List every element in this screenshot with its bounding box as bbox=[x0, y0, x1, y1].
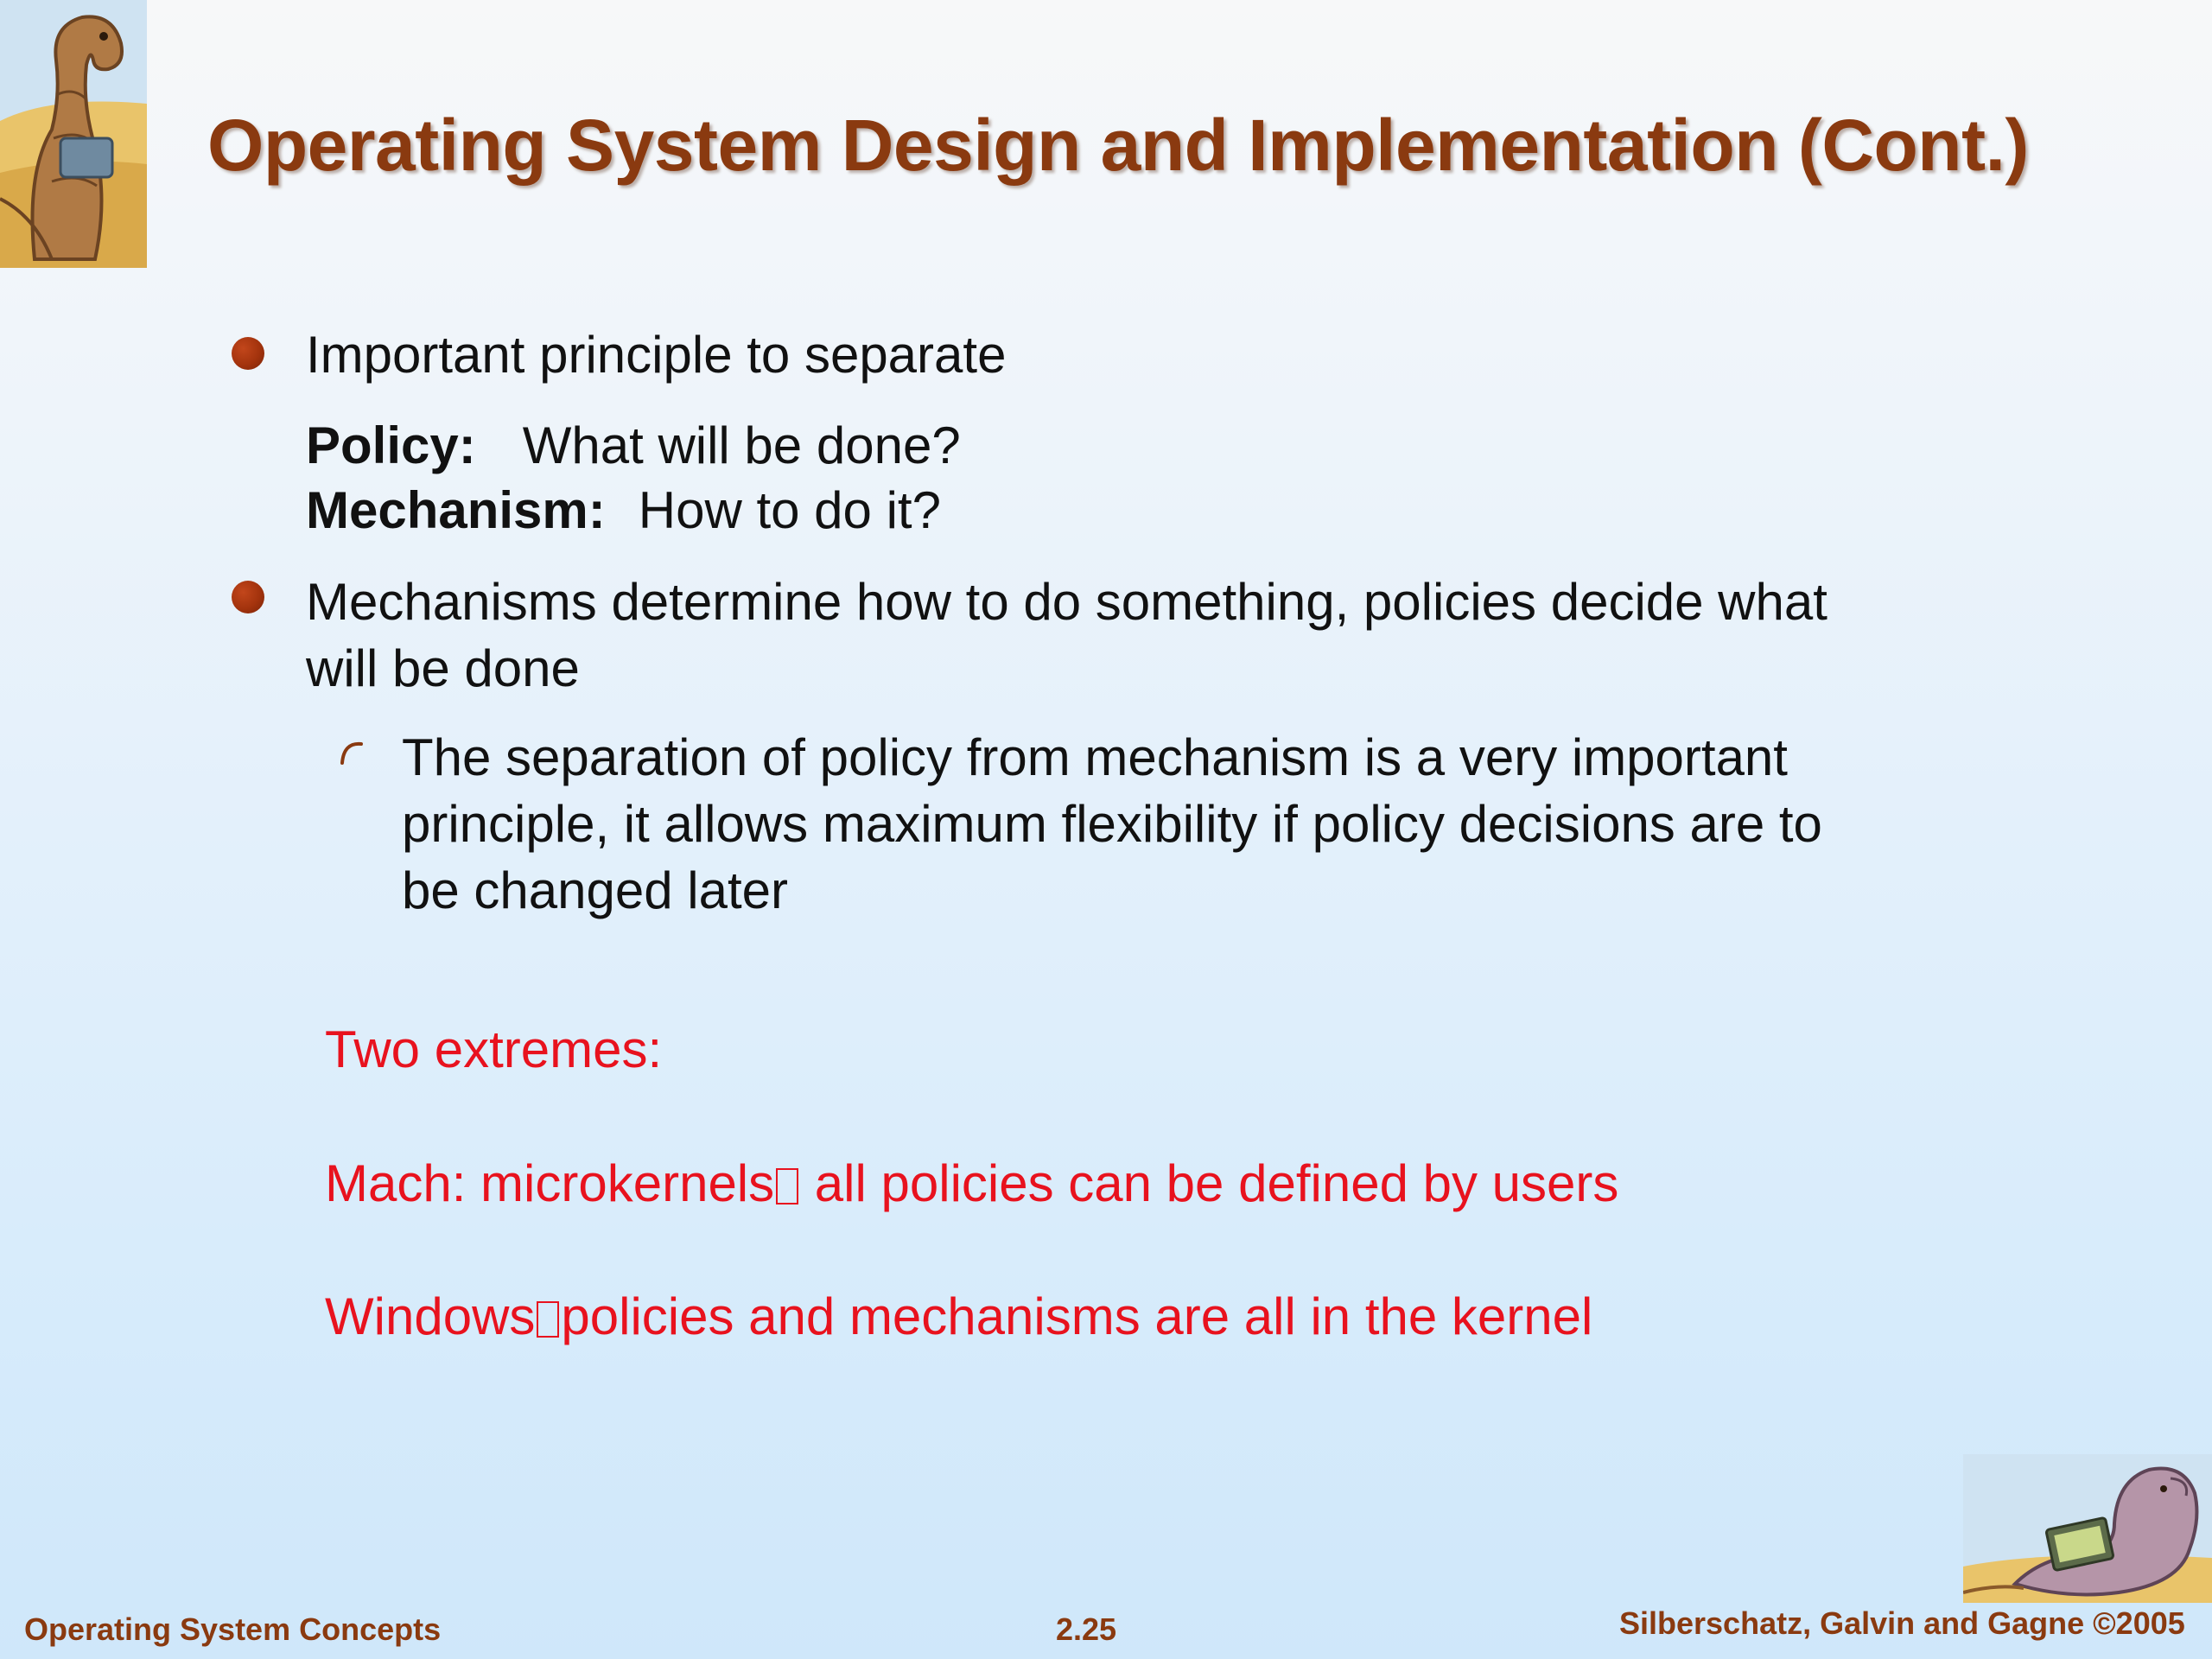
definition-policy bbox=[306, 412, 961, 479]
bullet-text: Important principle to separate bbox=[306, 326, 1007, 384]
dinosaur-laptop-illustration bbox=[1963, 1454, 2212, 1603]
sub-bullet-text-line: The separation of policy from mechanism is a very important bbox=[402, 728, 1788, 786]
note-windows bbox=[325, 1287, 1592, 1346]
footer-slide-number: 2.25 bbox=[1056, 1611, 1117, 1647]
definition-mechanism bbox=[306, 477, 941, 543]
note-windows-text: Windows bbox=[325, 1287, 536, 1345]
definition-value: What will be done? bbox=[522, 416, 961, 474]
note-mach-text: all policies can be defined by users bbox=[800, 1154, 1619, 1212]
missing-glyph-box-icon bbox=[776, 1168, 798, 1205]
note-mach-text: Mach: microkernels bbox=[325, 1154, 775, 1212]
sub-bullet-text-line: principle, it allows maximum flexibility if policy decisions are to bbox=[402, 795, 1822, 853]
missing-glyph-box-icon bbox=[537, 1301, 559, 1338]
sub-bullet-text-line: be changed later bbox=[402, 861, 789, 919]
dinosaur-reading-illustration bbox=[0, 0, 147, 268]
note-heading: Two extremes: bbox=[325, 1020, 663, 1078]
slide-title: Operating System Design and Implementation (Cont.) bbox=[207, 105, 2029, 186]
footer-course-title: Operating System Concepts bbox=[24, 1611, 442, 1647]
sub-bullet-arc-icon bbox=[337, 739, 366, 768]
footer-copyright: Silberschatz, Galvin and Gagne ©2005 bbox=[1619, 1605, 2185, 1641]
bullet-text-line: Mechanisms determine how to do something, policies decide what bbox=[306, 573, 1827, 631]
note-mach bbox=[325, 1154, 1618, 1213]
definition-label: Mechanism: bbox=[306, 481, 606, 539]
bullet-dot bbox=[232, 337, 264, 370]
bullet-dot bbox=[232, 581, 264, 613]
note-windows-text: policies and mechanisms are all in the kernel bbox=[561, 1287, 1593, 1345]
definition-value: How to do it? bbox=[638, 481, 941, 539]
bullet-text-line: will be done bbox=[306, 639, 580, 697]
definition-label: Policy: bbox=[306, 416, 476, 474]
